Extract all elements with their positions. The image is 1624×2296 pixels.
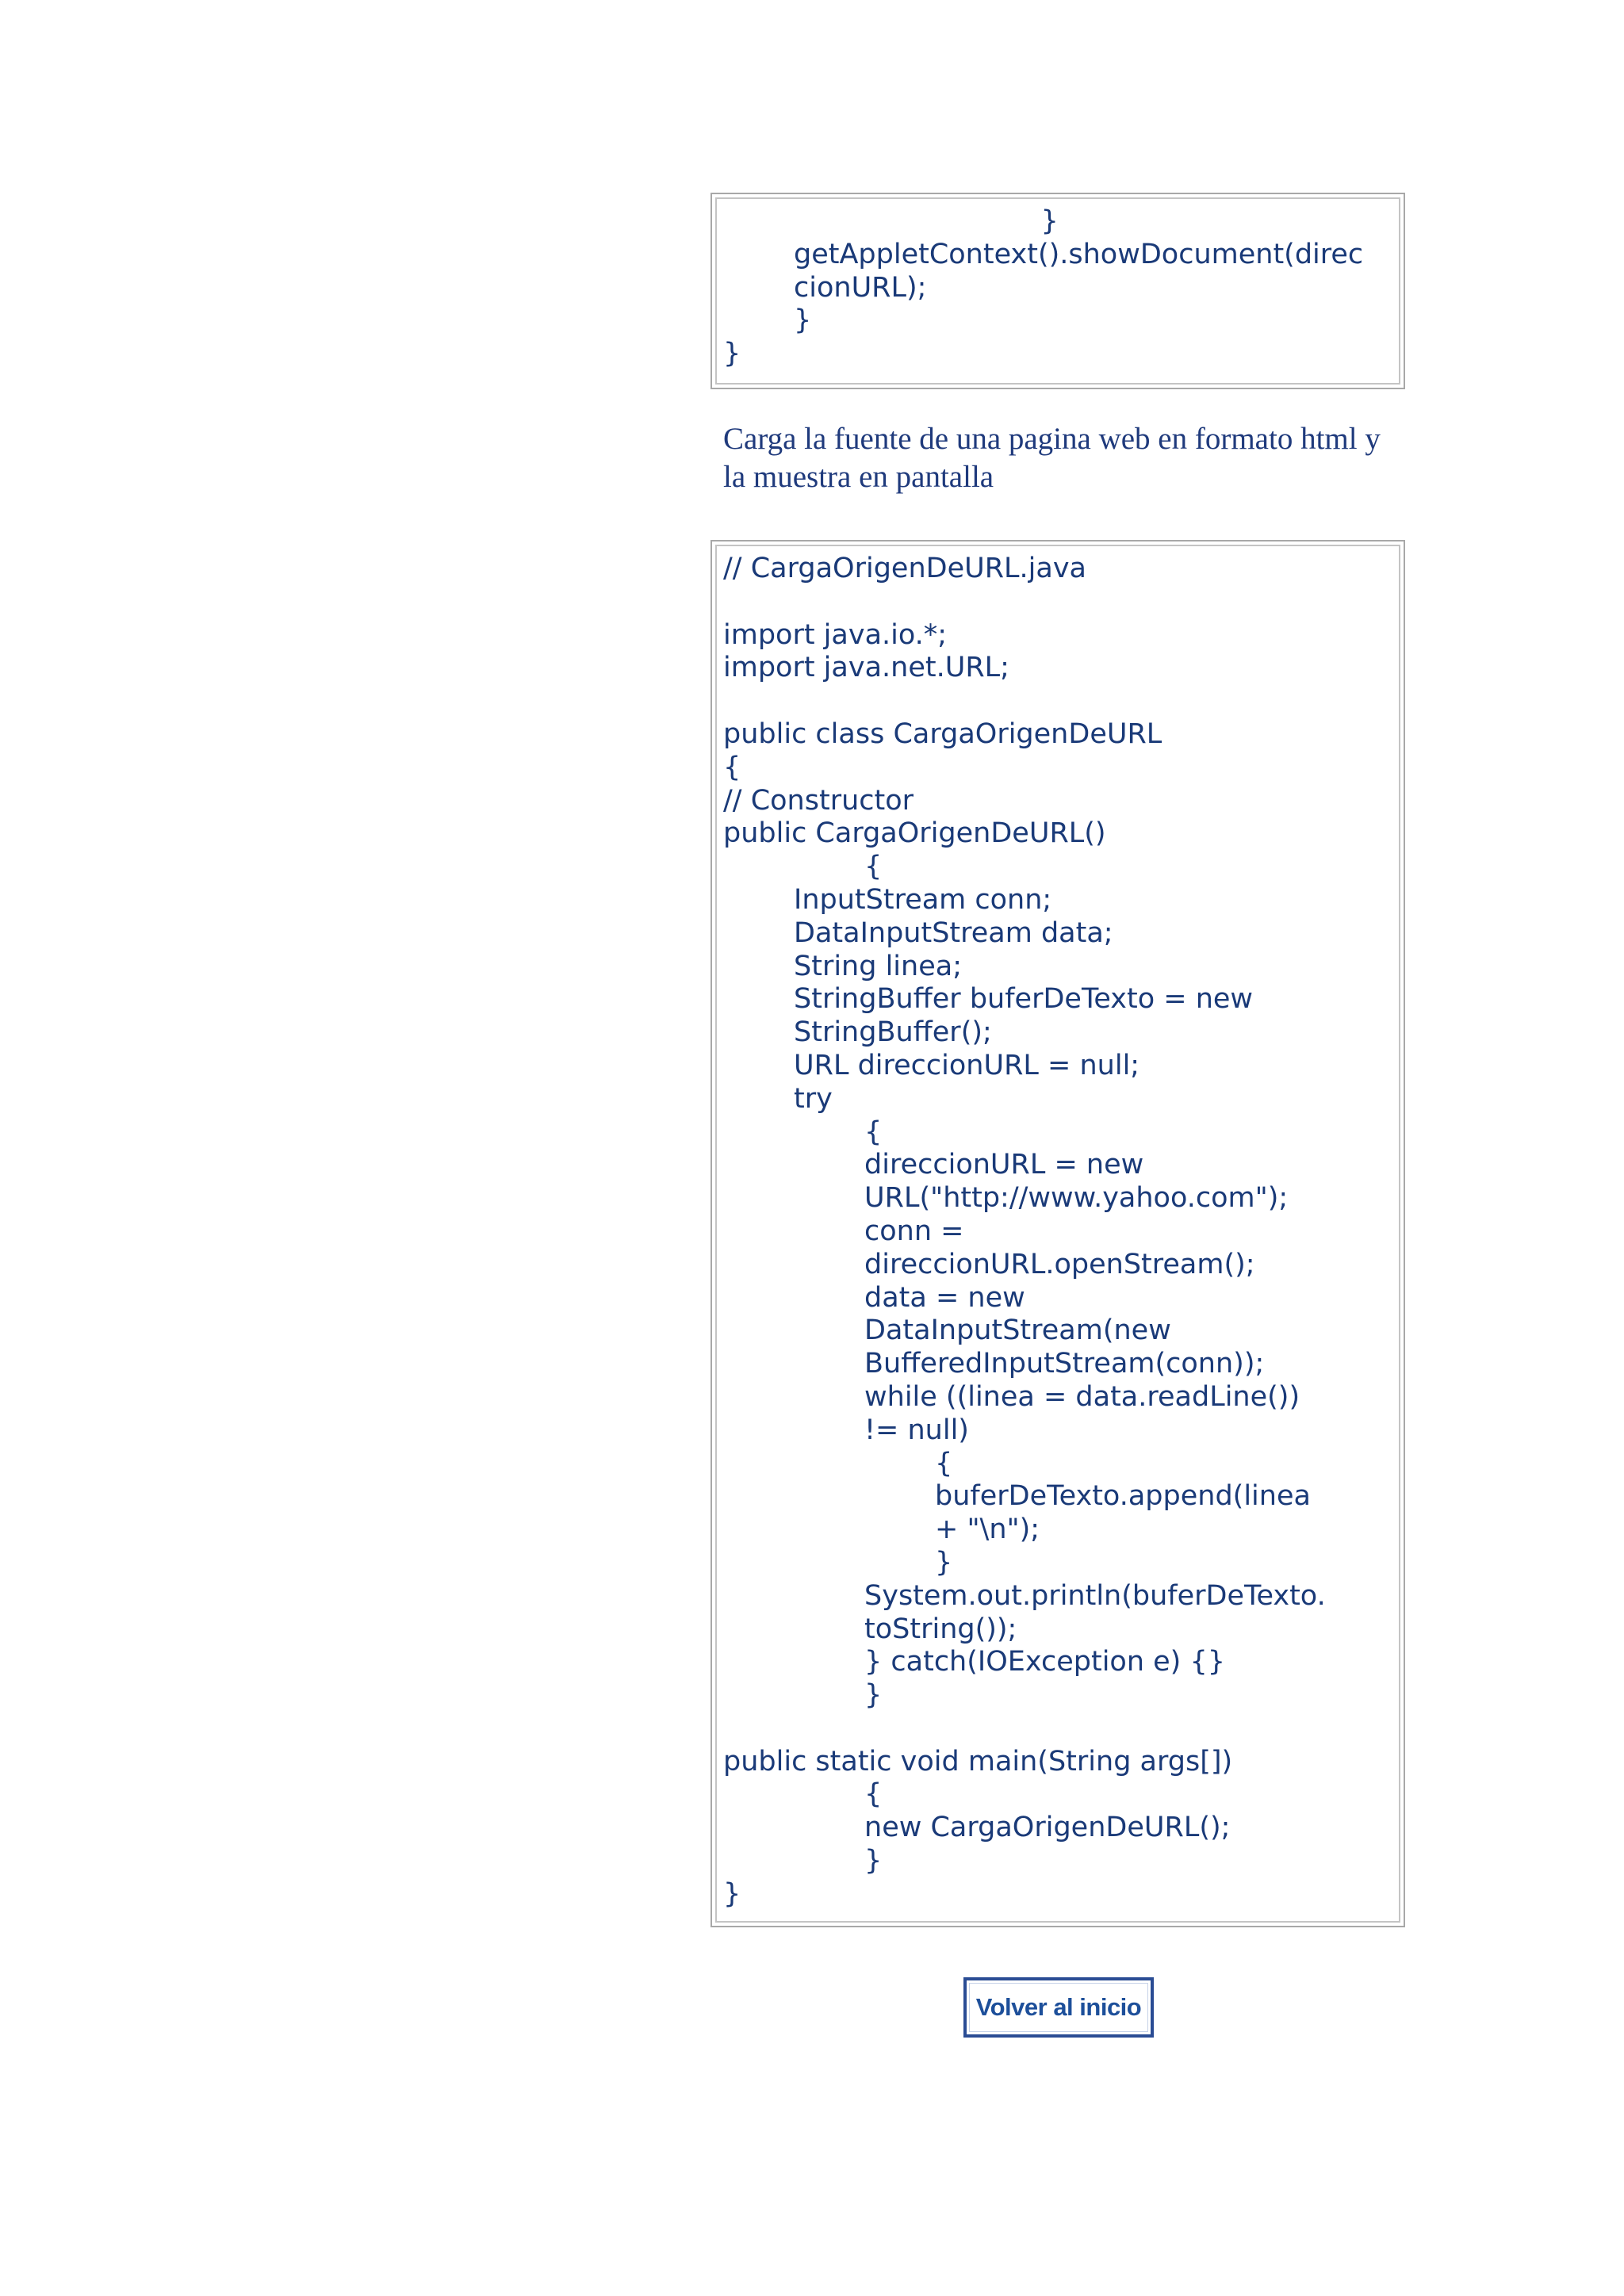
code-line: conn = xyxy=(723,1215,964,1247)
code-listing-inner xyxy=(715,545,1400,1923)
code-line: } xyxy=(723,1546,953,1578)
code-line xyxy=(723,1712,1392,1746)
code-line: getAppletContext().showDocument(direc xyxy=(723,238,1364,270)
code-line: { xyxy=(723,751,741,783)
section-caption: Carga la fuente de una pagina web en formato html y la muestra en pantalla xyxy=(723,422,1381,494)
code-line: // CargaOrigenDeURL.java xyxy=(723,553,1087,584)
code-line: URL direccionURL = null; xyxy=(723,1049,1140,1081)
code-line: { xyxy=(723,851,883,883)
code-line: BufferedInputStream(conn)); xyxy=(723,1348,1265,1380)
code-line: } xyxy=(723,205,1059,237)
code-line: } catch(IOException e) {} xyxy=(723,1646,1225,1678)
code-line: String linea; xyxy=(723,950,962,982)
code-line: } xyxy=(723,1679,883,1712)
code-snippet-tail xyxy=(710,193,1405,389)
code-line: import java.io.*; xyxy=(723,618,948,651)
code-line: while ((linea = data.readLine()) xyxy=(723,1380,1300,1413)
code-line: StringBuffer(); xyxy=(723,1016,992,1049)
code-line: direccionURL = new xyxy=(723,1149,1144,1181)
code-line: } xyxy=(723,304,812,337)
code-listing-carga-origen xyxy=(710,540,1405,1927)
code-line: cionURL); xyxy=(723,271,927,304)
code-line: new CargaOrigenDeURL(); xyxy=(723,1812,1231,1844)
code-line xyxy=(723,685,1392,718)
code-line: toString()); xyxy=(723,1613,1017,1645)
code-line: try xyxy=(723,1082,833,1115)
code-line: System.out.println(buferDeTexto. xyxy=(723,1579,1326,1612)
code-line: data = new xyxy=(723,1281,1025,1314)
code-line: DataInputStream data; xyxy=(723,916,1113,949)
code-line: DataInputStream(new xyxy=(723,1314,1171,1347)
code-line: import java.net.URL; xyxy=(723,652,1009,684)
code-line: { xyxy=(723,1115,883,1148)
code-line: } xyxy=(723,338,741,370)
code-line: public CargaOrigenDeURL() xyxy=(723,817,1106,850)
code-line: // Constructor xyxy=(723,784,914,817)
code-line: buferDeTexto.append(linea xyxy=(723,1480,1311,1513)
code-line: { xyxy=(723,1447,953,1479)
code-line: public static void main(String args[]) xyxy=(723,1745,1233,1777)
code-line: public class CargaOrigenDeURL xyxy=(723,718,1162,750)
code-line: InputStream conn; xyxy=(723,883,1052,916)
code-line: StringBuffer buferDeTexto = new xyxy=(723,983,1254,1016)
code-line xyxy=(723,586,1392,619)
code-line: } xyxy=(723,1877,741,1910)
code-line: + "\n"); xyxy=(723,1513,1040,1546)
code-snippet-tail-inner xyxy=(715,197,1400,385)
code-line: } xyxy=(723,1845,883,1877)
code-line: { xyxy=(723,1778,883,1811)
code-line: direccionURL.openStream(); xyxy=(723,1248,1255,1280)
back-to-top-label: Volver al inicio xyxy=(969,1983,1148,2032)
code-line: URL("http://www.yahoo.com"); xyxy=(723,1182,1289,1215)
code-line: != null) xyxy=(723,1414,969,1446)
back-to-top-button[interactable] xyxy=(963,1977,1154,2038)
